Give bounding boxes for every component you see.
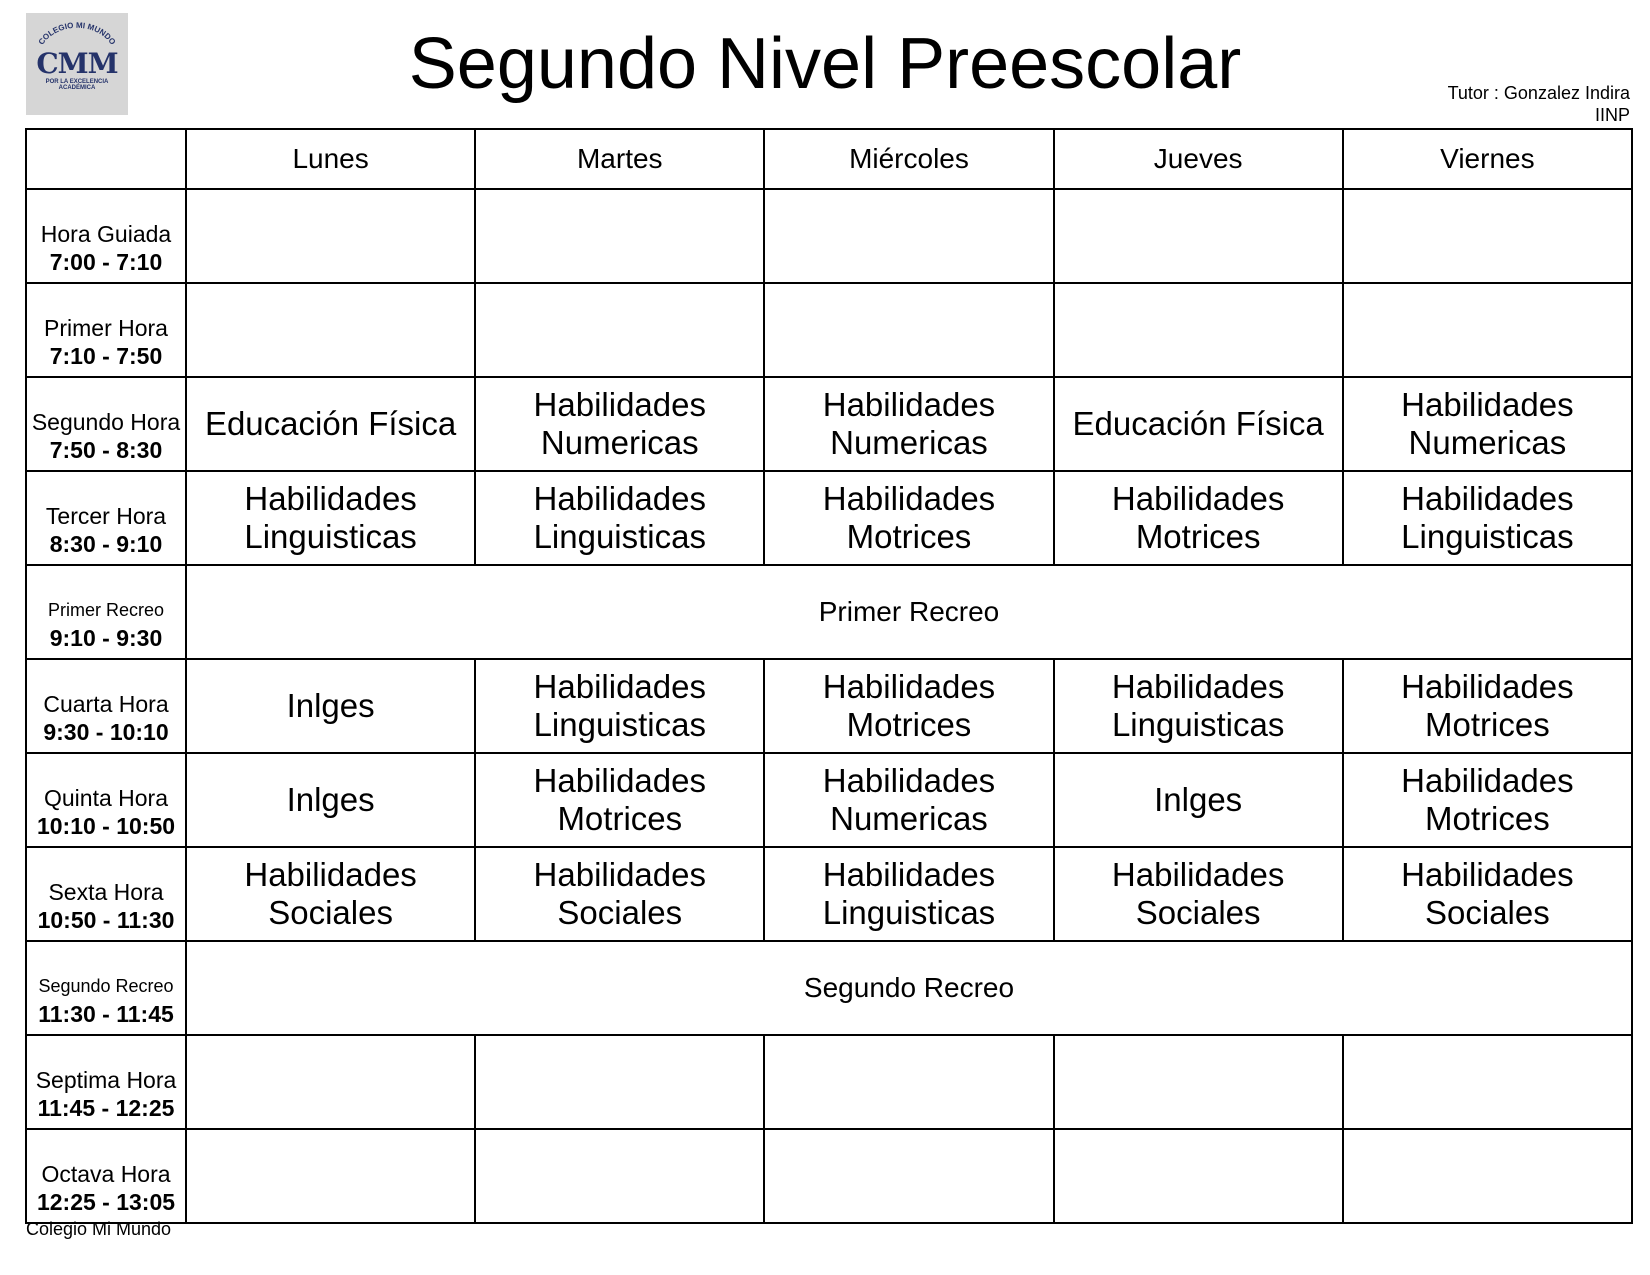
class-cell: Habilidades Motrices	[475, 753, 764, 847]
class-cell	[1343, 1035, 1632, 1129]
schedule-row	[26, 471, 1632, 565]
group-code: IINP	[1594, 105, 1630, 125]
class-cell	[764, 1035, 1053, 1129]
class-cell	[475, 189, 764, 283]
class-cell: Habilidades Numericas	[475, 377, 764, 471]
footer-school-name: Colegio Mi Mundo	[26, 1219, 172, 1239]
period-label: Septima Hora	[35, 1067, 177, 1093]
class-cell	[186, 189, 475, 283]
class-cell: Habilidades Motrices	[1054, 471, 1343, 565]
period-label: Cuarta Hora	[43, 691, 169, 717]
class-cell	[1343, 189, 1632, 283]
class-cell	[1343, 1129, 1632, 1223]
class-cell	[475, 1129, 764, 1223]
period-cell	[26, 847, 186, 941]
class-cell: Inlges	[186, 753, 475, 847]
class-cell	[1343, 283, 1632, 377]
class-cell	[1054, 189, 1343, 283]
class-cell	[764, 283, 1053, 377]
class-cell: Habilidades Motrices	[764, 659, 1053, 753]
class-cell	[475, 1035, 764, 1129]
period-cell	[26, 283, 186, 377]
schedule-row	[26, 1129, 1632, 1223]
class-cell: Habilidades Motrices	[764, 471, 1053, 565]
period-time: 12:25 - 13:05	[36, 1189, 176, 1215]
period-label: Quinta Hora	[43, 785, 168, 811]
period-time: 10:10 - 10:50	[36, 813, 176, 839]
period-time: 7:50 - 8:30	[49, 437, 163, 463]
schedule-row	[26, 753, 1632, 847]
schedule-table	[25, 128, 1633, 1224]
schedule-row	[26, 283, 1632, 377]
day-header: Jueves	[1054, 129, 1343, 189]
period-cell	[26, 565, 186, 659]
schedule-row	[26, 847, 1632, 941]
period-cell	[26, 753, 186, 847]
class-cell: Habilidades Sociales	[475, 847, 764, 941]
class-cell	[1054, 1035, 1343, 1129]
period-label: Hora Guiada	[40, 221, 172, 247]
tutor-name: Tutor : Gonzalez Indira	[1447, 83, 1630, 103]
class-cell: Educación Física	[1054, 377, 1343, 471]
period-cell	[26, 471, 186, 565]
corner-cell	[26, 129, 186, 189]
period-label: Sexta Hora	[48, 879, 164, 905]
class-cell: Habilidades Numericas	[1343, 377, 1632, 471]
period-cell	[26, 1035, 186, 1129]
logo-monogram: CMM	[36, 47, 118, 80]
class-cell: Habilidades Linguisticas	[475, 659, 764, 753]
class-cell: Habilidades Motrices	[1343, 753, 1632, 847]
class-cell	[1054, 1129, 1343, 1223]
period-label: Primer Recreo	[47, 600, 165, 620]
class-cell: Habilidades Linguisticas	[186, 471, 475, 565]
class-cell	[186, 1035, 475, 1129]
period-time: 9:10 - 9:30	[49, 625, 163, 651]
class-cell	[764, 1129, 1053, 1223]
period-time: 7:00 - 7:10	[49, 249, 163, 275]
schedule-body	[26, 189, 1632, 1223]
class-cell: Habilidades Linguisticas	[1343, 471, 1632, 565]
day-header: Viernes	[1343, 129, 1632, 189]
period-label: Segundo Recreo	[38, 976, 174, 996]
period-time: 9:30 - 10:10	[43, 719, 169, 745]
period-label: Tercer Hora	[45, 503, 167, 529]
period-cell	[26, 1129, 186, 1223]
schedule-row	[26, 565, 1632, 659]
page-title: Segundo Nivel Preescolar	[408, 24, 1242, 104]
period-time: 7:10 - 7:50	[49, 343, 163, 369]
period-label: Segundo Hora	[31, 409, 181, 435]
class-cell	[764, 189, 1053, 283]
class-cell: Habilidades Sociales	[186, 847, 475, 941]
schedule-row	[26, 941, 1632, 1035]
class-cell: Inlges	[186, 659, 475, 753]
schedule-row	[26, 1035, 1632, 1129]
class-cell: Inlges	[1054, 753, 1343, 847]
recess-cell: Segundo Recreo	[186, 941, 1632, 1035]
svg-text:COLEGIO MI MUNDO: COLEGIO MI MUNDO	[36, 20, 118, 47]
period-time: 11:30 - 11:45	[38, 1001, 174, 1027]
class-cell	[475, 283, 764, 377]
class-cell: Habilidades Sociales	[1343, 847, 1632, 941]
period-time: 8:30 - 9:10	[49, 531, 163, 557]
tutor-info	[1448, 82, 1630, 126]
recess-cell: Primer Recreo	[186, 565, 1632, 659]
class-cell: Habilidades Sociales	[1054, 847, 1343, 941]
schedule-row	[26, 377, 1632, 471]
class-cell: Habilidades Linguisticas	[475, 471, 764, 565]
header-row	[26, 129, 1632, 189]
class-cell: Educación Física	[186, 377, 475, 471]
class-cell	[1054, 283, 1343, 377]
period-cell	[26, 189, 186, 283]
day-header: Miércoles	[764, 129, 1053, 189]
day-header: Lunes	[186, 129, 475, 189]
class-cell	[186, 1129, 475, 1223]
schedule-row	[26, 189, 1632, 283]
period-cell	[26, 377, 186, 471]
period-time: 11:45 - 12:25	[37, 1095, 175, 1121]
class-cell: Habilidades Motrices	[1343, 659, 1632, 753]
period-cell	[26, 941, 186, 1035]
class-cell: Habilidades Linguisticas	[1054, 659, 1343, 753]
period-cell	[26, 659, 186, 753]
class-cell	[186, 283, 475, 377]
period-time: 10:50 - 11:30	[37, 907, 175, 933]
class-cell: Habilidades Numericas	[764, 377, 1053, 471]
class-cell: Habilidades Numericas	[764, 753, 1053, 847]
logo-motto: POR LA EXCELENCIA ACADÉMICA	[45, 79, 109, 91]
class-cell: Habilidades Linguisticas	[764, 847, 1053, 941]
schedule-row	[26, 659, 1632, 753]
period-label: Primer Hora	[44, 315, 168, 341]
day-header: Martes	[475, 129, 764, 189]
period-label: Octava Hora	[41, 1161, 171, 1187]
